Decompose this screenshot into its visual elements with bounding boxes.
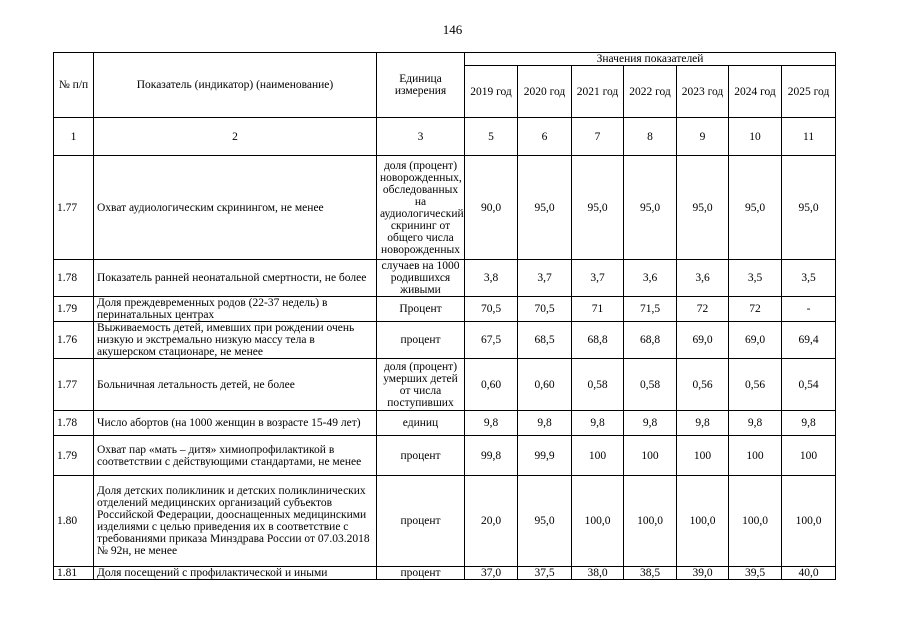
row-number: 1.79 [54, 297, 94, 322]
indicator-value: 3,5 [782, 260, 836, 297]
indicator-name: Доля детских поликлиник и детских поликлинических отделений медицинских организаций субъектов Российской Федерации, дооснащенных медицинскими изделиями с целью приведения их в соответствие с требованиями приказа Минздрава России от 07.03.2018 № 92н, не менее [94, 476, 377, 567]
indicator-value: 0,58 [572, 359, 624, 411]
table-row [54, 359, 836, 411]
indicator-value: 9,8 [465, 411, 518, 436]
indicator-value: 95,0 [624, 156, 677, 260]
unit-of-measure: процент [377, 567, 465, 580]
indicator-value: 71 [572, 297, 624, 322]
header-indicator: Показатель (индикатор) (наименование) [94, 53, 377, 118]
indicator-value: 72 [677, 297, 729, 322]
indicator-value: 100,0 [677, 476, 729, 567]
row-number: 1.78 [54, 260, 94, 297]
indicator-value: 95,0 [518, 156, 572, 260]
indicator-value: 99,9 [518, 436, 572, 476]
indicator-value: 100 [782, 436, 836, 476]
unit-of-measure: процент [377, 322, 465, 359]
row-number: 1.77 [54, 359, 94, 411]
indicator-name: Больничная летальность детей, не более [94, 359, 377, 411]
indicator-value: 100 [729, 436, 782, 476]
table-row [54, 260, 836, 297]
indicator-name: Доля преждевременных родов (22-37 недель) в перинатальных центрах [94, 297, 377, 322]
indicator-value: 9,8 [518, 411, 572, 436]
unit-of-measure: случаев на 1000 родившихся живыми [377, 260, 465, 297]
column-number: 3 [377, 118, 465, 156]
indicator-value: 0,60 [518, 359, 572, 411]
column-number: 10 [729, 118, 782, 156]
indicator-value: 39,5 [729, 567, 782, 580]
header-unit: Единица измерения [377, 53, 465, 118]
row-number: 1.76 [54, 322, 94, 359]
indicator-value: 100 [677, 436, 729, 476]
indicator-value: 20,0 [465, 476, 518, 567]
column-number-row [54, 118, 836, 156]
indicator-value: 37,5 [518, 567, 572, 580]
header-values-group: Значения показателей [465, 53, 836, 66]
indicator-value: 100 [572, 436, 624, 476]
column-number: 8 [624, 118, 677, 156]
unit-of-measure: процент [377, 436, 465, 476]
indicator-value: 71,5 [624, 297, 677, 322]
unit-of-measure: процент [377, 476, 465, 567]
indicator-value: 9,8 [729, 411, 782, 436]
indicator-value: 3,7 [518, 260, 572, 297]
table-row [54, 156, 836, 260]
indicator-value: 95,0 [729, 156, 782, 260]
indicator-value: 9,8 [782, 411, 836, 436]
unit-of-measure: доля (процент) новорожденных, обследованных на аудиологический скрининг от общего числа новорожденных [377, 156, 465, 260]
indicator-name: Охват аудиологическим скринингом, не менее [94, 156, 377, 260]
indicator-value: 99,8 [465, 436, 518, 476]
indicator-value: 9,8 [572, 411, 624, 436]
indicator-value: 37,0 [465, 567, 518, 580]
indicator-value: 95,0 [572, 156, 624, 260]
header-year: 2025 год [782, 66, 836, 118]
column-number: 1 [54, 118, 94, 156]
indicator-value: 3,6 [677, 260, 729, 297]
indicator-value: 3,5 [729, 260, 782, 297]
indicator-value: 0,56 [729, 359, 782, 411]
indicator-value: 69,0 [729, 322, 782, 359]
table-row [54, 411, 836, 436]
indicator-value: 0,58 [624, 359, 677, 411]
indicator-value: 38,0 [572, 567, 624, 580]
indicator-value: 68,5 [518, 322, 572, 359]
indicator-value: 3,7 [572, 260, 624, 297]
indicator-value: 70,5 [518, 297, 572, 322]
indicator-value: 100,0 [624, 476, 677, 567]
indicator-value: 72 [729, 297, 782, 322]
indicator-name: Число абортов (на 1000 женщин в возрасте 15-49 лет) [94, 411, 377, 436]
indicator-value: 9,8 [677, 411, 729, 436]
header-no: № п/п [54, 53, 94, 118]
unit-of-measure: доля (процент) умерших детей от числа поступивших [377, 359, 465, 411]
indicator-value: 39,0 [677, 567, 729, 580]
table-row [54, 297, 836, 322]
column-number: 2 [94, 118, 377, 156]
indicators-table [53, 52, 836, 580]
indicator-value: 0,54 [782, 359, 836, 411]
indicator-value: 0,56 [677, 359, 729, 411]
column-number: 5 [465, 118, 518, 156]
indicator-value: 90,0 [465, 156, 518, 260]
row-number: 1.81 [54, 567, 94, 580]
column-number: 11 [782, 118, 836, 156]
table-row [54, 567, 836, 580]
indicator-value: 68,8 [572, 322, 624, 359]
indicator-value: - [782, 297, 836, 322]
table-row [54, 436, 836, 476]
indicator-name: Выживаемость детей, имевших при рождении очень низкую и экстремально низкую массу тела в акушерском стационаре, не менее [94, 322, 377, 359]
indicator-value: 3,8 [465, 260, 518, 297]
row-number: 1.78 [54, 411, 94, 436]
page-number: 146 [442, 22, 463, 37]
indicator-value: 9,8 [624, 411, 677, 436]
row-number: 1.80 [54, 476, 94, 567]
indicator-value: 3,6 [624, 260, 677, 297]
header-year: 2021 год [572, 66, 624, 118]
indicator-value: 95,0 [677, 156, 729, 260]
indicator-value: 69,0 [677, 322, 729, 359]
indicator-value: 100,0 [782, 476, 836, 567]
unit-of-measure: Процент [377, 297, 465, 322]
row-number: 1.79 [54, 436, 94, 476]
indicator-name: Доля посещений с профилактической и иными [94, 567, 377, 580]
header-year: 2023 год [677, 66, 729, 118]
table-row [54, 476, 836, 567]
indicator-value: 100 [624, 436, 677, 476]
column-number: 7 [572, 118, 624, 156]
indicator-value: 70,5 [465, 297, 518, 322]
indicator-value: 69,4 [782, 322, 836, 359]
indicator-name: Охват пар «мать – дитя» химиопрофилактикой в соответствии с действующими стандартами, не менее [94, 436, 377, 476]
indicator-value: 67,5 [465, 322, 518, 359]
indicator-value: 40,0 [782, 567, 836, 580]
row-number: 1.77 [54, 156, 94, 260]
indicator-value: 38,5 [624, 567, 677, 580]
header-year: 2019 год [465, 66, 518, 118]
indicator-value: 0,60 [465, 359, 518, 411]
header-row-top [54, 53, 836, 66]
indicator-value: 68,8 [624, 322, 677, 359]
indicator-value: 95,0 [782, 156, 836, 260]
column-number: 6 [518, 118, 572, 156]
header-year: 2024 год [729, 66, 782, 118]
header-year: 2022 год [624, 66, 677, 118]
indicator-value: 95,0 [518, 476, 572, 567]
header-year: 2020 год [518, 66, 572, 118]
indicator-value: 100,0 [729, 476, 782, 567]
unit-of-measure: единиц [377, 411, 465, 436]
table-row [54, 322, 836, 359]
indicator-value: 100,0 [572, 476, 624, 567]
column-number: 9 [677, 118, 729, 156]
indicator-name: Показатель ранней неонатальной смертности, не более [94, 260, 377, 297]
